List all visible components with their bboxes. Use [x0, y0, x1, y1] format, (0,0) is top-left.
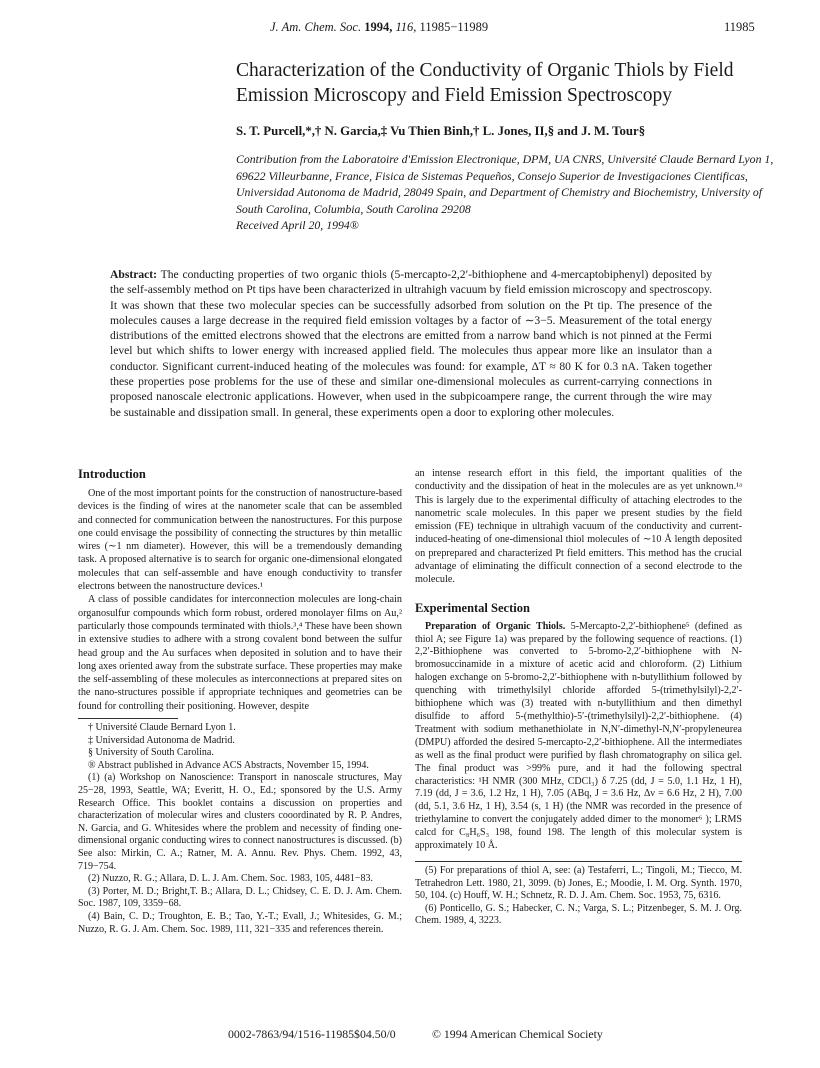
journal-volume: 116,: [395, 20, 417, 34]
affiliation: Contribution from the Laboratoire d'Emission Electronique, DPM, UA CNRS, Université Claude Bernard Lyon 1, 69622 Villeurbanne, France, Fisica de Sistemas Pequeños, Consejo Superior de Investigaciones Cientificas, Universidad Autonoma de Madrid, 28049 Spain, and Department of Chemistry and Biochemistry, University of South Carolina, Columbia, South Carolina 29208: [236, 152, 774, 216]
page-number: 11985: [724, 20, 755, 34]
subsection-heading: Preparation of Organic Thiols.: [425, 620, 566, 632]
left-column: [78, 467, 402, 936]
right-column: [415, 467, 742, 928]
intro-paragraph-1: One of the most important points for the construction of nanostructure-based devices is the finding of wires at the nanometer scale that can be assembled and connected for communication between the nanostructures. For this purpose one could envisage the possibility of connecting the structures by thin metallic wires (∼1 nm diameter). However, this will be a tremendously demanding task. A proposed alternative is to search for organic one-dimensional elongated molecules that can self-assemble and have enough conductivity to transfer electrons between the nanostructure devices.¹: [78, 488, 402, 593]
abstract: [110, 267, 712, 420]
journal-name: J. Am. Chem. Soc.: [270, 20, 362, 34]
footnote: (3) Porter, M. D.; Bright,T. B.; Allara, D. L.; Chidsey, C. E. D. J. Am. Chem. Soc. 1987, 109, 3359−68.: [78, 885, 402, 910]
author-list: S. T. Purcell,*,† N. Garcia,‡ Vu Thien Binh,† L. Jones, II,§ and J. M. Tour§: [236, 124, 646, 138]
footnote: ‡ Universidad Autonoma de Madrid.: [88, 734, 235, 746]
journal-pages: 11985−11989: [419, 20, 489, 34]
intro-paragraph-3: an intense research effort in this field, the important qualities of the conductivity and the dissipation of heat in the molecules are as yet unknown.¹ᵃ This is largely due to the experimental difficulty of attaching electrodes to the nanometric scale molecules. In this paper we present studies by the field emission (FE) technique in ultrahigh vacuum of the conductivity and current-induced-heating of one-dimensional thiol molecules of ∼10 Å length deposited on preprepared and characterized Pt field emitters. This method has the crucial advantage of eliminating the difficult connection of a second electrode to the molecule.: [415, 468, 742, 586]
experimental-paragraph: [415, 621, 742, 853]
footnote-rule: [415, 861, 742, 862]
journal-year: 1994,: [364, 20, 393, 34]
footnote: † Université Claude Bernard Lyon 1.: [88, 722, 236, 734]
section-heading-experimental: Experimental Section: [415, 600, 530, 615]
received-date: Received April 20, 1994®: [236, 218, 359, 232]
footnote: (4) Bain, C. D.; Troughton, E. B.; Tao, Y.-T.; Evall, J.; Whitesides, G. M.; Nuzzo, R. G. J. Am. Chem. Soc. 1989, 111, 321−335 and references therein.: [78, 910, 402, 935]
footnote-rule: [78, 718, 178, 719]
footnote: (2) Nuzzo, R. G.; Allara, D. L. J. Am. Chem. Soc. 1983, 105, 4481−83.: [88, 873, 374, 885]
abstract-text: The conducting properties of two organic thiols (5-mercapto-2,2′-bithiophene and 4-mercaptobiphenyl) deposited by the self-assembly method on Pt tips have been characterized in ultrahigh vacuum by field emission microscopy and spectroscopy. It was shown that these two molecular species can be successfully adsorbed from solution on the Pt tip. The presence of the molecules causes a large decrease in the required field emission voltages by a factor of ∼3−5. Measurement of the total energy distributions of the emitted electrons showed that the electrons are emitted from a narrow band which is not pinned at the Fermi level but which shifts to lower energy with increased applied field. The molecules thus appear more like an insulator than a conductor. Significant current-induced heating of the molecules was found: for example, ΔT ≈ 80 K for 0.3 nA. Taken together these properties pose problems for the use of these and similar one-dimensional molecules as current-carrying connections in proposed nanoscale electronic applications. However, when used in the subpicoampere range, the current through the wire may be sustainable and dissipation small. In general, these experiments open a door to exploring other molecules.: [110, 268, 712, 419]
footnotes-left: [78, 722, 402, 936]
section-heading-introduction: Introduction: [78, 467, 146, 481]
footer-copyright: © 1994 American Chemical Society: [432, 1027, 603, 1041]
footnote: (1) (a) Workshop on Nanoscience: Transport in nanoscale structures, May 25−28, 1993, Seattle, WA; Everitt, H. O., Ed.; sponsored by the U.S. Army Research Office. This booklet contains a discussion on properties and characterization of molecular wires and clusters cooordinated by R. P. Andres, N. Garcia, and G. Whitesides where the problem and necessity of finding one-dimensional organic conducting wires to connect nanostructures is discussed. (b) See also: Mirkin, C. A.; Ratner, M. A. Annu. Rev. Phys. Chem. 1992, 43, 719−754.: [78, 772, 402, 872]
footnote: (5) For preparations of thiol A, see: (a) Testaferri, L.; Tingoli, M.; Tiecco, M. Tetrahedron Lett. 1980, 21, 3099. (b) Jones, E.; Moodie, I. M. Org. Synth. 1970, 50, 104. (c) Houff, W. H.; Schnetz, R. D. J. Am. Chem. Soc. 1953, 75, 6316.: [415, 864, 742, 902]
footnote: ® Abstract published in Advance ACS Abstracts, November 15, 1994.: [88, 759, 369, 771]
footer-code: 0002-7863/94/1516-11985$04.50/0: [228, 1027, 396, 1041]
intro-paragraph-2: A class of possible candidates for interconnection molecules are long-chain organosulfur compounds which form robust, ordered monolayer films on Au,² particularly those compounds terminated with thiols.³,⁴ These have been shown in extensive studies to adhere with a strong covalent bond between the sulfur head group and the Au surfaces when deposited in solution and to have their long axes oriented away from the substrate surface. These properties may make the self-assembling of these molecules as interconnections at prepared sites on the nano-structures possible if appropriate techniques and geometries can be found for controlling their positioning. However, despite: [78, 594, 402, 712]
abstract-label: Abstract:: [110, 268, 158, 281]
running-header: [270, 20, 488, 35]
experimental-text: 5-Mercapto-2,2′-bithiophene⁵ (defined as thiol A; see Figure 1a) was prepared by the following sequence of reactions. (1) 2,2′-Bithiophene was converted to 5-bromo-2,2′-bithiophene with N-bromosuccinamide in a mixture of acetic acid and chloroform. (2) Lithium halogen exchange on 5-bromo-2,2′-bithiophene with n-butyllithium followed by quenching with trimethylsilyl chloride afforded 5-(trimethylsilyl)-2,2′-bithiophene which was (3) treated with n-butyllithium and then dimethyl disulfide to afford 5-(methylthio)-5′-(trimethylsilyl)-2,2′-bithiophene. (4) Treatment with sodium methanethiolate in N,N′-dimethyl-N,N′-propyleneurea (DMPU) afforded the desired 5-mercapto-2,2′-bithiophene. All the intermediates as well as the final product were purified by flash chromatography on silica gel. The final product was >99% pure, and it had the following spectral characteristics: ¹H NMR (300 MHz, CDCl₃) δ 7.25 (dd, J = 5.0, 1.1 Hz, 1 H), 7.19 (dd, J = 3.6, 1.2 Hz, 1 H), 7.05 (ABq, J = 3.6 Hz, Δν = 6.6 Hz, 2 H), 7.00 (dd, 5.1, 3.6 Hz, 1 H), 3.54 (s, 1 H) (the NMR was recorded in the presence of triethylamine to convert the conjugately added dimer to the monomer⁶ ); LRMS calcd for C₈H₆S₃ 198, found 198. The length of this molecular system is approximately 10 Å.: [415, 620, 743, 852]
footnote: (6) Ponticello, G. S.; Habecker, C. N.; Varga, S. L.; Pitzenbeger, S. M. J. Org. Chem. 1989, 4, 3223.: [415, 902, 742, 927]
footnote: § University of South Carolina.: [88, 747, 214, 759]
article-title: Characterization of the Conductivity of Organic Thiols by Field Emission Microscopy and Field Emission Spectroscopy: [236, 60, 734, 106]
footnotes-right: [415, 865, 742, 928]
